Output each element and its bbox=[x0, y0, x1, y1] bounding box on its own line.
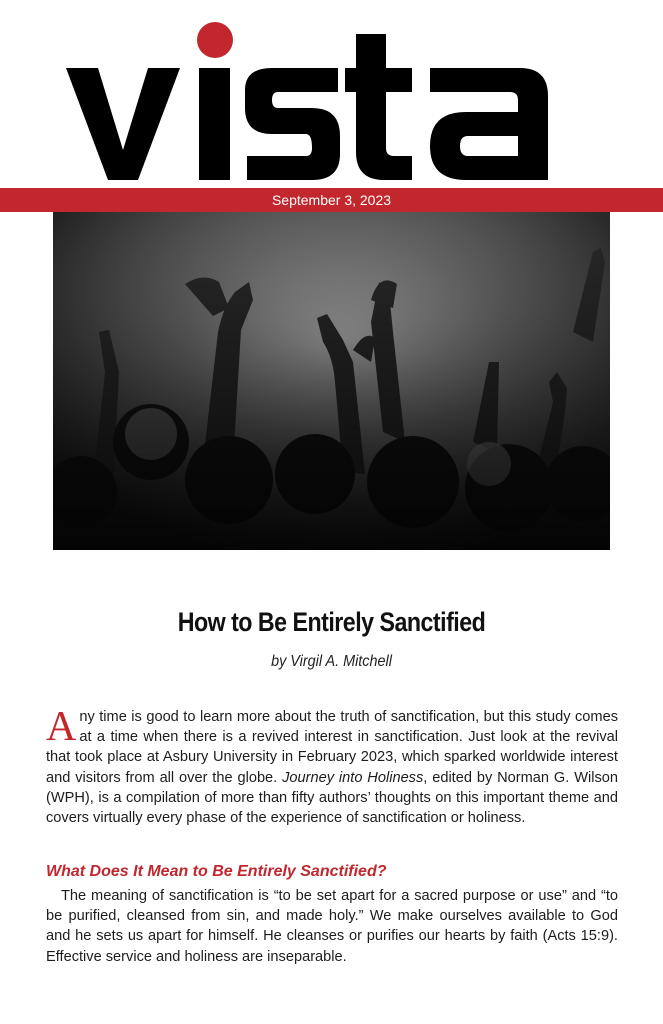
masthead bbox=[0, 0, 663, 190]
article-byline: by Virgil A. Mitchell bbox=[271, 653, 392, 670]
article-title: How to Be Entirely Sanctified bbox=[177, 607, 486, 637]
book-title: Journey into Holiness bbox=[282, 769, 424, 786]
logo-dot-icon bbox=[197, 22, 233, 58]
issue-date: September 3, 2023 bbox=[0, 188, 663, 212]
intro-text-part2: , edited by Norman G. Wilson (WPH), is a compilation of more than fifty authors’ thoughts on this important theme and covers virtually every phase of the experience of sanctification or holiness. bbox=[46, 769, 618, 827]
worship-crowd-photo bbox=[53, 212, 610, 550]
intro-paragraph bbox=[46, 704, 618, 828]
vista-logo bbox=[0, 0, 663, 190]
section-paragraph: The meaning of sanctification is “to be set apart for a sacred purpose or use” and “to be purified, cleansed from sin, and made holy.” We make ourselves available to God and he sets us apart for himself. He cleanses or purifies our hearts by faith (Acts 15:9). Effective service and holiness are inseparable. bbox=[46, 888, 618, 965]
drop-cap: A bbox=[46, 704, 77, 750]
intro-text-part1: ny time is good to learn more about the truth of sanctification, but this study comes at a time when there is a revived interest in sanctification. Just look at the revival that took place at Asbury University in February 2023, which sparked worldwide interest and visitors from all over the globe. bbox=[46, 709, 618, 786]
section-heading: What Does It Mean to Be Entirely Sanctified? bbox=[46, 863, 387, 880]
